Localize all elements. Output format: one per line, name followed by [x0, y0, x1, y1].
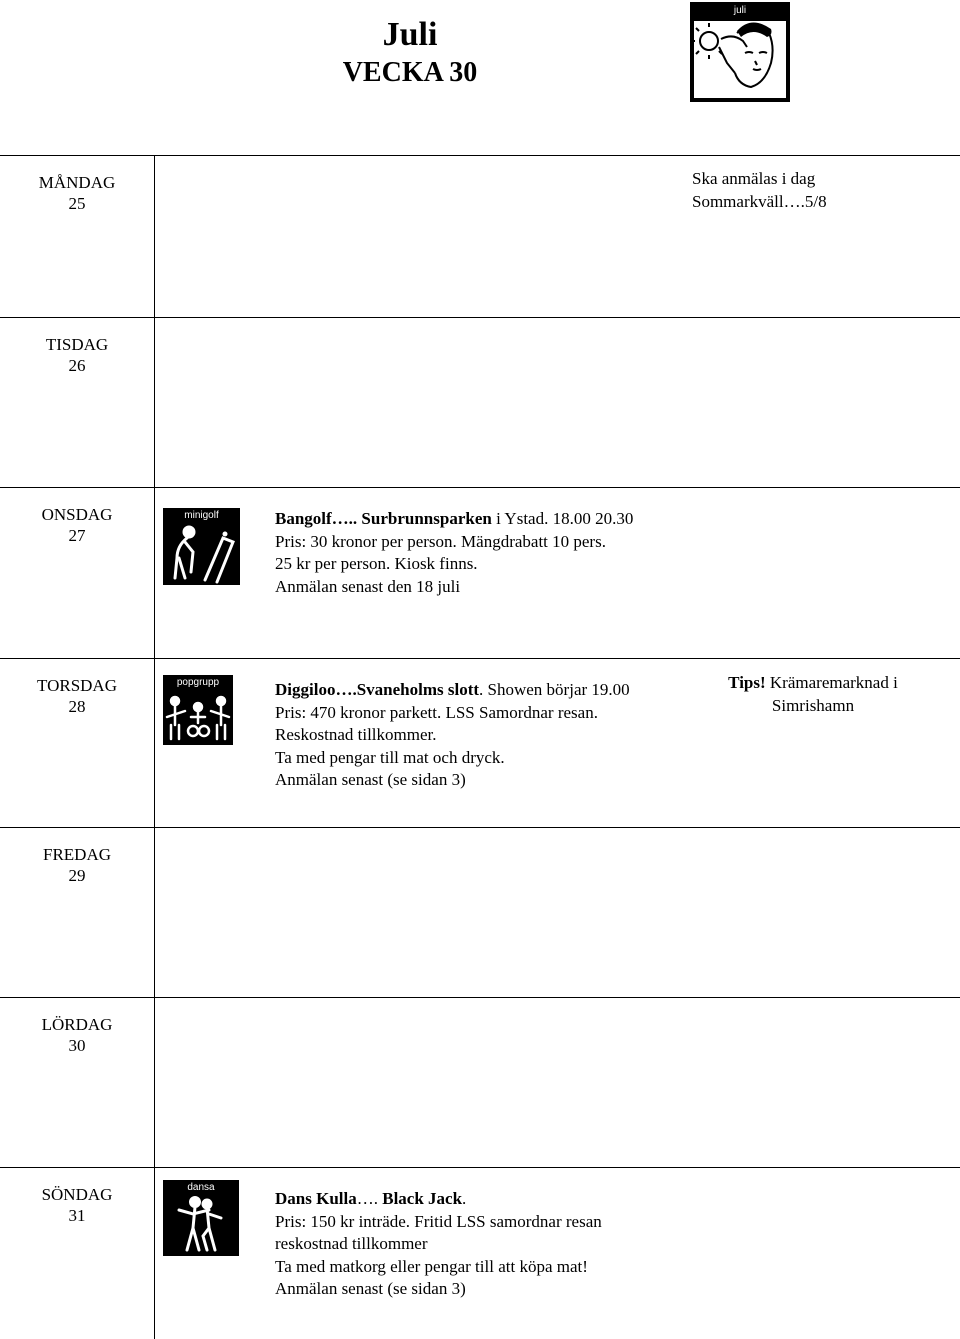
- day-date: 26: [68, 356, 86, 375]
- symbol-label: popgrupp: [176, 677, 220, 688]
- event-line: Pris: 150 kr inträde. Fritid LSS samordnar resan: [275, 1211, 602, 1231]
- day-cell: [0, 659, 155, 827]
- event-line: Anmälan senast (se sidan 3): [275, 770, 466, 789]
- event-line: Ta med pengar till mat och dryck.: [275, 747, 505, 767]
- event-line: Reskostnad tillkommer.: [275, 725, 437, 744]
- day-name: MÅNDAG: [38, 173, 116, 192]
- day-name: FREDAG: [42, 845, 111, 864]
- table-row: [0, 317, 960, 487]
- symbol-label: juli: [733, 5, 747, 16]
- day-date: 31: [68, 1206, 86, 1225]
- event-title: [275, 679, 630, 702]
- event-details: . Showen börjar 19.00: [479, 680, 630, 699]
- tips-line: Simrishamn: [771, 695, 855, 715]
- note-line: Ska anmälas i dag: [692, 169, 816, 188]
- day-cell: [0, 488, 155, 658]
- day-date: 30: [68, 1036, 86, 1055]
- event-band: Black Jack: [377, 1189, 463, 1208]
- day-date: 25: [68, 194, 86, 213]
- day-date: 27: [68, 526, 86, 545]
- tips-text: Krämaremarknad i: [765, 673, 898, 692]
- day-cell: [0, 156, 155, 317]
- day-cell: [0, 1168, 155, 1339]
- event-name: Dans Kulla: [275, 1189, 357, 1208]
- event-line: Ta med matkorg eller pengar till att köpa mat!: [275, 1256, 588, 1276]
- page-header: [0, 0, 960, 155]
- week-title: VECKA 30: [342, 57, 478, 88]
- dance-icon: [163, 1180, 239, 1256]
- event-line: 25 kr per person. Kiosk finns.: [275, 554, 478, 573]
- table-row: [0, 155, 960, 317]
- table-row: [0, 1167, 960, 1339]
- sun-face-icon: [690, 2, 790, 102]
- event-line: Pris: 30 kronor per person. Mängdrabatt 10 pers.: [275, 531, 606, 551]
- event-description: [275, 1188, 602, 1301]
- table-row: [0, 827, 960, 997]
- table-row: [0, 997, 960, 1167]
- event-title: [275, 508, 633, 531]
- day-date: 29: [68, 866, 86, 885]
- day-note: [692, 168, 827, 213]
- event-line: Anmälan senast (se sidan 3): [275, 1279, 466, 1298]
- day-name: TORSDAG: [37, 676, 117, 695]
- table-row: [0, 487, 960, 658]
- event-name: Bangolf….. Surbrunnsparken: [275, 509, 492, 528]
- note-line: Sommarkväll….5/8: [692, 191, 827, 211]
- day-cell: [0, 998, 155, 1167]
- tips-note: [718, 672, 908, 717]
- day-name: TISDAG: [45, 335, 109, 354]
- event-description: [275, 508, 633, 598]
- day-name: ONSDAG: [41, 505, 113, 524]
- event-line: Pris: 470 kronor parkett. LSS Samordnar resan.: [275, 702, 598, 722]
- table-row: [0, 658, 960, 827]
- symbol-label: minigolf: [184, 510, 219, 521]
- event-line: Anmälan senast den 18 juli: [275, 576, 461, 596]
- band-icon: [163, 675, 233, 745]
- event-description: [275, 679, 630, 792]
- day-cell: [0, 318, 155, 487]
- day-name: LÖRDAG: [41, 1015, 113, 1034]
- day-cell: [0, 828, 155, 997]
- event-details: i Ystad. 18.00 20.30: [491, 509, 634, 528]
- event-line: reskostnad tillkommer: [275, 1234, 428, 1253]
- page-title: [300, 14, 520, 90]
- event-end: .: [462, 1189, 467, 1208]
- month-title: Juli: [382, 16, 438, 53]
- day-date: 28: [68, 697, 86, 716]
- tips-label: Tips!: [728, 673, 766, 692]
- event-separator: ….: [356, 1189, 378, 1208]
- tips-line: [718, 672, 908, 695]
- event-name: Diggiloo….Svaneholms slott: [275, 680, 480, 699]
- event-title: [275, 1188, 602, 1211]
- week-schedule-table: [0, 155, 960, 1339]
- symbol-label: dansa: [187, 1182, 215, 1193]
- minigolf-icon: [163, 508, 240, 585]
- day-name: SÖNDAG: [41, 1185, 113, 1204]
